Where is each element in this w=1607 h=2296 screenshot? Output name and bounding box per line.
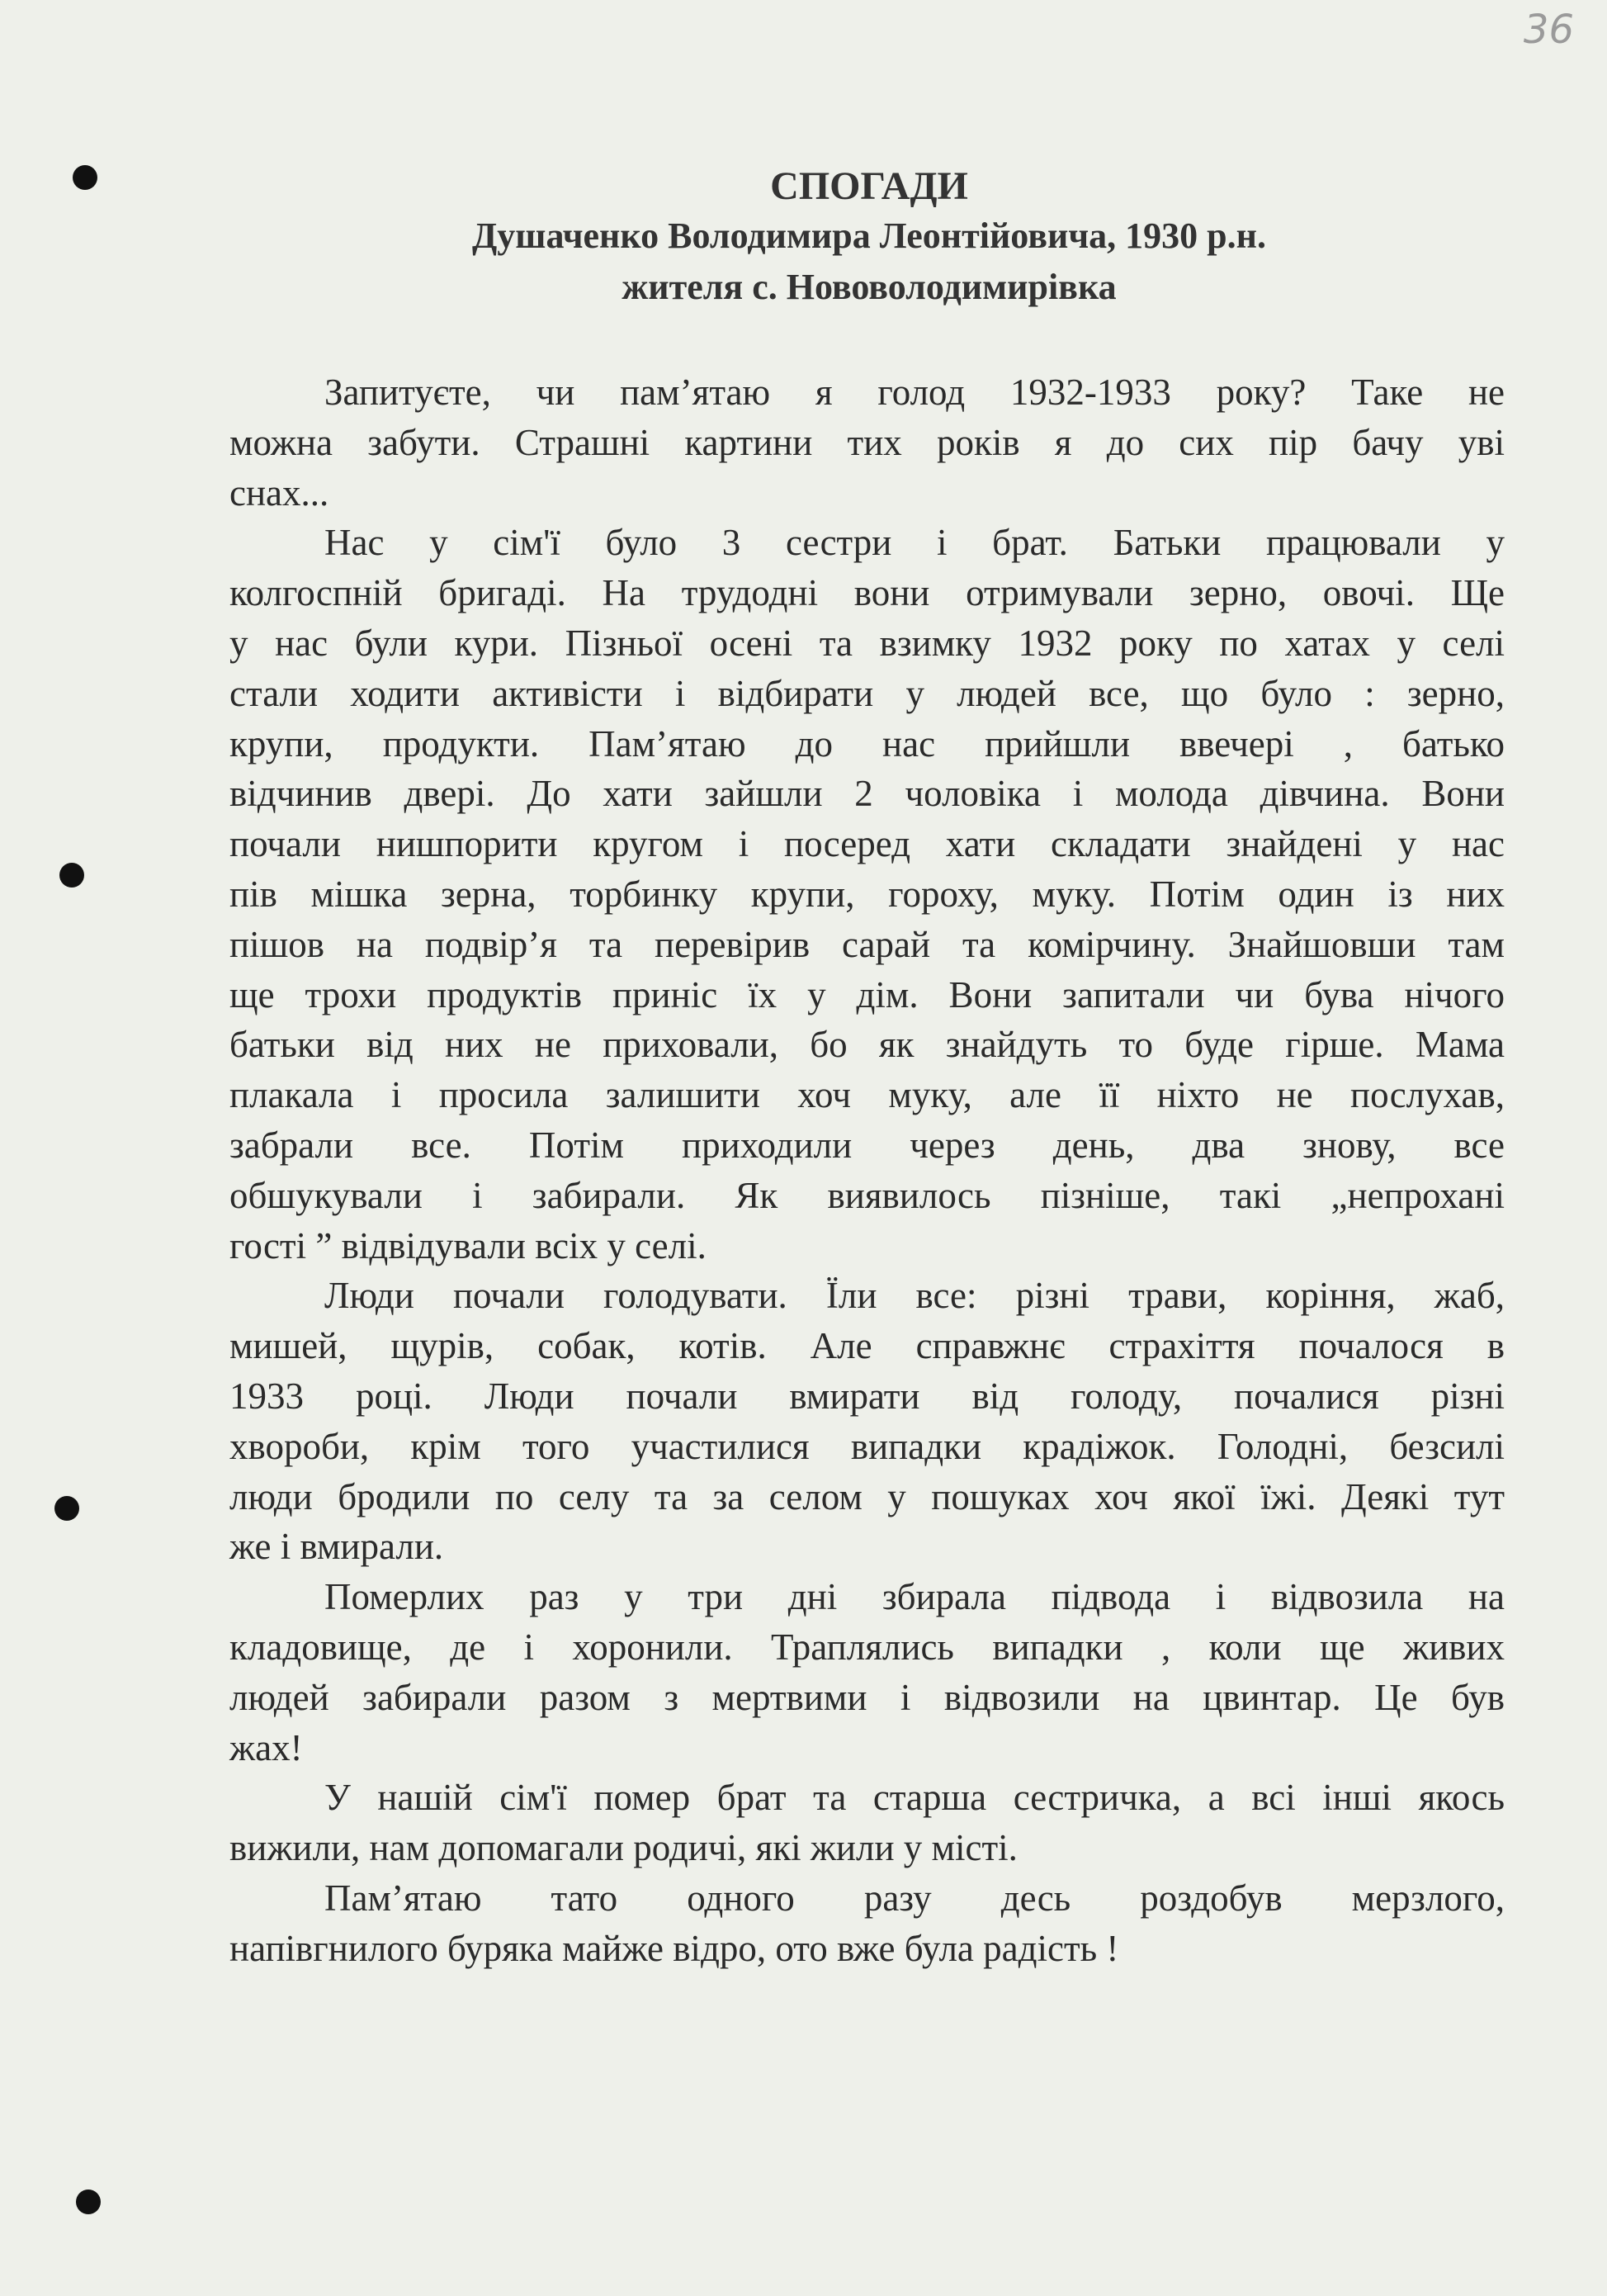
document-subtitle: Душаченко Володимира Леонтійовича, 1930 р.н. xyxy=(472,215,1266,256)
text-line: же і вмирали. xyxy=(229,1526,444,1568)
text-line: Померлих раз у три дні збирала підвода і відвозила на xyxy=(324,1576,1505,1618)
text-line: пішов на подвір’я та перевірив сарай та комірчину. Знайшовши там xyxy=(229,923,1505,965)
document-subtitle-location: жителя с. Нововолодимирівка xyxy=(622,267,1117,307)
text-line: снах... xyxy=(229,471,329,514)
punch-hole xyxy=(76,2189,101,2214)
text-line: ще трохи продуктів приніс їх у дім. Вони запитали чи бува нічого xyxy=(229,973,1505,1015)
text-line: гості ” відвідували всіх у селі. xyxy=(229,1224,707,1266)
text-line: почали нишпорити кругом і посеред хати складати знайдені у нас xyxy=(229,823,1505,865)
text-line: напівгнилого буряка майже відро, ото вже була радість ! xyxy=(229,1927,1119,1969)
paragraph xyxy=(229,1773,1505,1873)
text-line: кладовище, де і хоронили. Траплялись випадки , коли ще живих xyxy=(229,1626,1505,1668)
text-line: люди бродили по селу та за селом у пошуках хоч якої їжі. Деякі тут xyxy=(229,1475,1505,1517)
text-line: Запитуєте, чи пам’ятаю я голод 1932-1933 року? Таке не xyxy=(324,372,1505,413)
text-line: у нас були кури. Пізньої осені та взимку 1932 року по хатах у селі xyxy=(229,622,1505,664)
punch-hole xyxy=(59,863,84,888)
text-line: плакала і просила залишити хоч муку, але її ніхто не послухав, xyxy=(229,1074,1505,1116)
text-line: хвороби, крім того участилися випадки крадіжок. Голодні, безсилі xyxy=(229,1425,1505,1467)
text-line: Нас у сім'ї було 3 сестри і брат. Батьки працювали у xyxy=(324,522,1505,564)
paragraph xyxy=(229,1873,1505,1974)
text-line: можна забути. Страшні картини тих років я до сих пір бачу уві xyxy=(229,421,1505,463)
punch-hole xyxy=(54,1496,79,1521)
document-title: СПОГАДИ xyxy=(770,164,968,208)
paragraph xyxy=(229,367,1505,518)
text-line: батьки від них не приховали, бо як знайдуть то буде гірше. Мама xyxy=(229,1024,1505,1066)
paragraph xyxy=(229,1271,1505,1572)
text-line: стали ходити активісти і відбирати у людей все, що було : зерно, xyxy=(229,672,1505,714)
text-line: пів мішка зерна, торбинку крупи, гороху, муку. Потім один із них xyxy=(229,873,1505,915)
page-number: 36 xyxy=(1523,7,1574,53)
text-line: мишей, щурів, собак, котів. Але справжнє страхіття почалося в xyxy=(229,1325,1505,1367)
text-line: людей забирали разом з мертвими і відвозили на цвинтар. Це був xyxy=(229,1676,1505,1718)
text-line: жах! xyxy=(229,1726,303,1768)
document-body xyxy=(229,367,1505,1974)
text-line: відчинив двері. До хати зайшли 2 чоловіка і молода дівчина. Вони xyxy=(229,773,1505,815)
text-line: колгоспній бригаді. На трудодні вони отримували зерно, овочі. Ще xyxy=(229,572,1505,614)
text-line: забрали все. Потім приходили через день, два знову, все xyxy=(229,1124,1505,1166)
text-line: Пам’ятаю тато одного разу десь роздобув мерзлого, xyxy=(324,1877,1505,1919)
text-line: 1933 році. Люди почали вмирати від голоду, почалися різні xyxy=(229,1375,1505,1417)
text-line: крупи, продукти. Пам’ятаю до нас прийшли ввечері , батько xyxy=(229,722,1505,765)
text-line: У нашій сім'ї помер брат та старша сестричка, а всі інші якось xyxy=(324,1777,1505,1819)
text-line: обшукували і забирали. Як виявилось пізніше, такі „непрохані xyxy=(229,1174,1505,1216)
text-line: вижили, нам допомагали родичі, які жили у місті. xyxy=(229,1827,1018,1869)
text-line: Люди почали голодувати. Їли все: різні трави, коріння, жаб, xyxy=(324,1275,1505,1317)
paragraph xyxy=(229,518,1505,1271)
paragraph xyxy=(229,1572,1505,1773)
